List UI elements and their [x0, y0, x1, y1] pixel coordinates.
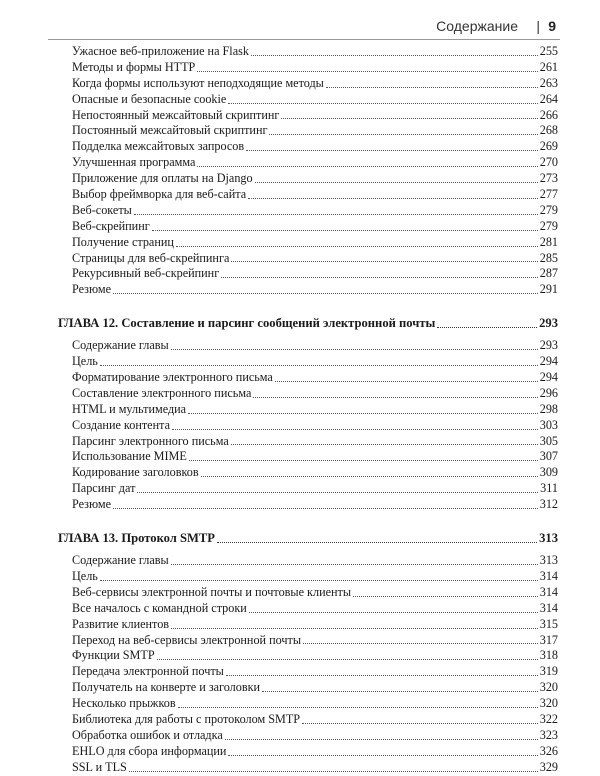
toc-entry-page: 264 [539, 91, 558, 106]
dot-leader [253, 387, 537, 398]
header-rule [48, 39, 560, 40]
toc-entry[interactable] [72, 497, 558, 513]
toc-entry[interactable] [72, 92, 558, 108]
toc-entry[interactable] [72, 418, 558, 434]
dot-leader [231, 251, 537, 262]
toc-entry[interactable] [72, 712, 558, 728]
toc-entry-title: Резюме [72, 497, 112, 512]
dot-leader [353, 586, 538, 597]
toc-entry-page: 293 [539, 338, 558, 353]
dot-leader [201, 466, 538, 477]
toc-entry-title: Резюме [72, 282, 112, 297]
dot-leader [302, 713, 538, 724]
dot-leader [197, 61, 537, 72]
dot-leader [134, 204, 538, 215]
dot-leader [137, 482, 538, 493]
toc-entry-page: 291 [539, 282, 558, 297]
toc-entry-page: 269 [539, 139, 558, 154]
table-of-contents [58, 44, 558, 776]
toc-entry[interactable] [72, 680, 558, 696]
toc-entry-title: Парсинг дат [72, 481, 136, 496]
toc-chapter-12 [72, 338, 558, 513]
toc-entry[interactable] [72, 203, 558, 219]
dot-leader [231, 434, 538, 445]
dot-leader [275, 371, 538, 382]
toc-entry-page: 320 [539, 696, 558, 711]
toc-entry[interactable] [72, 282, 558, 298]
toc-entry[interactable] [72, 664, 558, 680]
toc-entry[interactable] [72, 251, 558, 267]
toc-entry[interactable] [72, 76, 558, 92]
toc-entry-page: 294 [539, 370, 558, 385]
toc-entry-title: Все началось с командной строки [72, 600, 247, 615]
toc-entry-title: Приложение для оплаты на Django [72, 171, 253, 186]
toc-entry-page: 319 [539, 664, 558, 679]
toc-entry-title: Веб-сервисы электронной почты и почтовые клиенты [72, 584, 352, 599]
toc-chapter-13 [72, 553, 558, 775]
toc-entry-page: 294 [539, 354, 558, 369]
dot-leader [152, 220, 538, 231]
toc-entry-page: 307 [539, 449, 558, 464]
dot-leader [157, 649, 538, 660]
toc-entry-page: 287 [539, 266, 558, 281]
dot-leader [189, 450, 538, 461]
toc-entry-title: HTML и мультимедиа [72, 401, 187, 416]
toc-entry-page: 255 [539, 44, 558, 58]
toc-entry[interactable] [72, 434, 558, 450]
toc-entry-title: Непостоянный межсайтовый скриптинг [72, 107, 280, 122]
toc-entry-title: Форматирование электронного письма [72, 370, 273, 385]
toc-entry[interactable] [72, 139, 558, 155]
chapter-title: ГЛАВА 12. Составление и парсинг сообщений электронной почты [58, 316, 436, 331]
dot-leader [281, 108, 537, 119]
toc-entry-page: 303 [539, 417, 558, 432]
chapter-page: 293 [539, 316, 558, 331]
toc-entry-page: 273 [539, 171, 558, 186]
toc-entry-title: Ужасное веб-приложение на Flask [72, 44, 249, 58]
toc-entry-title: EHLO для сбора информации [72, 743, 227, 758]
toc-entry-page: 285 [539, 250, 558, 265]
toc-entry-title: Получатель на конверте и заголовки [72, 680, 261, 695]
toc-entry-page: 314 [539, 600, 558, 615]
dot-leader [100, 570, 538, 581]
toc-entry-title: Содержание главы [72, 338, 169, 353]
toc-entry-page: 326 [539, 743, 558, 758]
toc-entry[interactable] [72, 266, 558, 282]
toc-entry-page: 323 [539, 727, 558, 742]
toc-entry-title: Когда формы используют неподходящие методы [72, 75, 324, 90]
toc-entry-title: Рекурсивный веб-скрейпинг [72, 266, 220, 281]
dot-leader [188, 403, 538, 414]
toc-entry-title: SSL и TLS [72, 759, 127, 774]
toc-entry-page: 309 [539, 465, 558, 480]
toc-entry-title: Несколько прыжков [72, 696, 176, 711]
dot-leader [303, 633, 538, 644]
toc-entry-page: 313 [539, 553, 558, 568]
toc-entry-title: Получение страниц [72, 234, 174, 249]
toc-entry[interactable] [72, 760, 558, 776]
toc-entry-page: 322 [539, 711, 558, 726]
toc-entry-page: 312 [539, 497, 558, 512]
dot-leader [326, 77, 538, 88]
toc-entry-title: Содержание главы [72, 553, 169, 568]
toc-entry[interactable] [72, 617, 558, 633]
toc-entry-title: Страницы для веб-скрейпинга [72, 250, 230, 265]
toc-entry[interactable] [72, 354, 558, 370]
dot-leader [228, 745, 537, 756]
dot-leader [228, 93, 537, 104]
dot-leader [437, 317, 537, 328]
toc-entry[interactable] [72, 633, 558, 649]
dot-leader [129, 761, 538, 772]
header-separator: | [536, 18, 540, 34]
dot-leader [113, 283, 538, 294]
toc-section-top [72, 44, 558, 298]
toc-entry[interactable] [72, 728, 558, 744]
toc-entry-page: 281 [539, 234, 558, 249]
toc-entry[interactable] [72, 696, 558, 712]
toc-entry-title: Использование MIME [72, 449, 187, 464]
dot-leader [176, 236, 538, 247]
toc-entry-page: 298 [539, 401, 558, 416]
toc-entry-title: Переход на веб-сервисы электронной почты [72, 632, 302, 647]
dot-leader [262, 681, 538, 692]
dot-leader [197, 156, 537, 167]
dot-leader [171, 339, 538, 350]
toc-entry-title: Цель [72, 354, 98, 369]
toc-entry-page: 266 [539, 107, 558, 122]
chapter-12-heading[interactable] [58, 314, 558, 332]
toc-entry[interactable] [72, 585, 558, 601]
dot-leader [251, 45, 538, 56]
dot-leader [113, 498, 538, 509]
dot-leader [249, 602, 538, 613]
toc-entry-page: 329 [539, 759, 558, 774]
toc-entry[interactable] [72, 123, 558, 139]
chapter-13-heading[interactable] [58, 529, 558, 547]
toc-entry-title: Веб-сокеты [72, 202, 132, 217]
dot-leader [255, 172, 538, 183]
toc-entry[interactable] [72, 338, 558, 354]
toc-entry-page: 315 [539, 616, 558, 631]
dot-leader [171, 554, 538, 565]
dot-leader [171, 618, 538, 629]
toc-entry-title: Цель [72, 568, 98, 583]
toc-entry-title: Опасные и безопасные cookie [72, 91, 227, 106]
toc-entry[interactable] [72, 744, 558, 760]
toc-entry-title: Улучшенная программа [72, 155, 196, 170]
toc-entry-title: Парсинг электронного письма [72, 433, 229, 448]
toc-entry-title: Выбор фреймворка для веб-сайта [72, 187, 247, 202]
toc-entry[interactable] [72, 465, 558, 481]
toc-entry[interactable] [72, 402, 558, 418]
dot-leader [172, 419, 538, 430]
toc-entry-page: 268 [539, 123, 558, 138]
toc-entry[interactable] [72, 60, 558, 76]
toc-entry[interactable] [72, 648, 558, 664]
dot-leader [100, 355, 538, 366]
toc-entry[interactable] [72, 44, 558, 60]
toc-entry[interactable] [72, 187, 558, 203]
toc-entry-title: Передача электронной почты [72, 664, 224, 679]
running-header [0, 18, 600, 40]
toc-entry[interactable] [72, 553, 558, 569]
toc-entry-title: Кодирование заголовков [72, 465, 199, 480]
toc-entry-title: Постоянный межсайтовый скриптинг [72, 123, 268, 138]
toc-entry-page: 320 [539, 680, 558, 695]
toc-entry-title: Обработка ошибок и отладка [72, 727, 223, 742]
dot-leader [178, 697, 538, 708]
toc-entry-page: 314 [539, 568, 558, 583]
dot-leader [226, 665, 538, 676]
toc-entry[interactable] [72, 155, 558, 171]
toc-entry-page: 277 [539, 187, 558, 202]
dot-leader [217, 532, 537, 543]
toc-entry-page: 317 [539, 632, 558, 647]
toc-entry-title: Библиотека для работы с протоколом SMTP [72, 711, 301, 726]
toc-entry[interactable] [72, 235, 558, 251]
toc-entry-title: Веб-скрейпинг [72, 218, 150, 233]
toc-entry[interactable] [72, 601, 558, 617]
toc-entry[interactable] [72, 569, 558, 585]
toc-entry[interactable] [72, 219, 558, 235]
toc-entry[interactable] [72, 108, 558, 124]
dot-leader [269, 124, 537, 135]
dot-leader [248, 188, 538, 199]
toc-entry-page: 296 [539, 385, 558, 400]
dot-leader [246, 140, 538, 151]
toc-entry-page: 318 [539, 648, 558, 663]
chapter-title: ГЛАВА 13. Протокол SMTP [58, 531, 215, 546]
toc-entry-page: 314 [539, 584, 558, 599]
toc-entry[interactable] [72, 171, 558, 187]
toc-entry-title: Составление электронного письма [72, 385, 252, 400]
dot-leader [225, 729, 538, 740]
toc-entry-page: 305 [539, 433, 558, 448]
header-title: Содержание [436, 18, 518, 34]
toc-entry-page: 279 [539, 218, 558, 233]
dot-leader [221, 267, 538, 278]
chapter-page: 313 [539, 531, 558, 546]
toc-entry-page: 263 [539, 75, 558, 90]
toc-entry[interactable] [72, 370, 558, 386]
toc-entry[interactable] [72, 481, 558, 497]
toc-entry-page: 261 [539, 59, 558, 74]
toc-entry[interactable] [72, 449, 558, 465]
toc-entry[interactable] [72, 386, 558, 402]
toc-entry-title: Методы и формы HTTP [72, 59, 196, 74]
toc-entry-title: Создание контента [72, 417, 170, 432]
toc-entry-page: 270 [539, 155, 558, 170]
toc-entry-page: 279 [539, 202, 558, 217]
toc-entry-title: Развитие клиентов [72, 616, 170, 631]
toc-entry-title: Подделка межсайтовых запросов [72, 139, 245, 154]
toc-entry-page: 311 [540, 481, 558, 496]
page-number: 9 [548, 18, 556, 34]
toc-entry-title: Функции SMTP [72, 648, 155, 663]
